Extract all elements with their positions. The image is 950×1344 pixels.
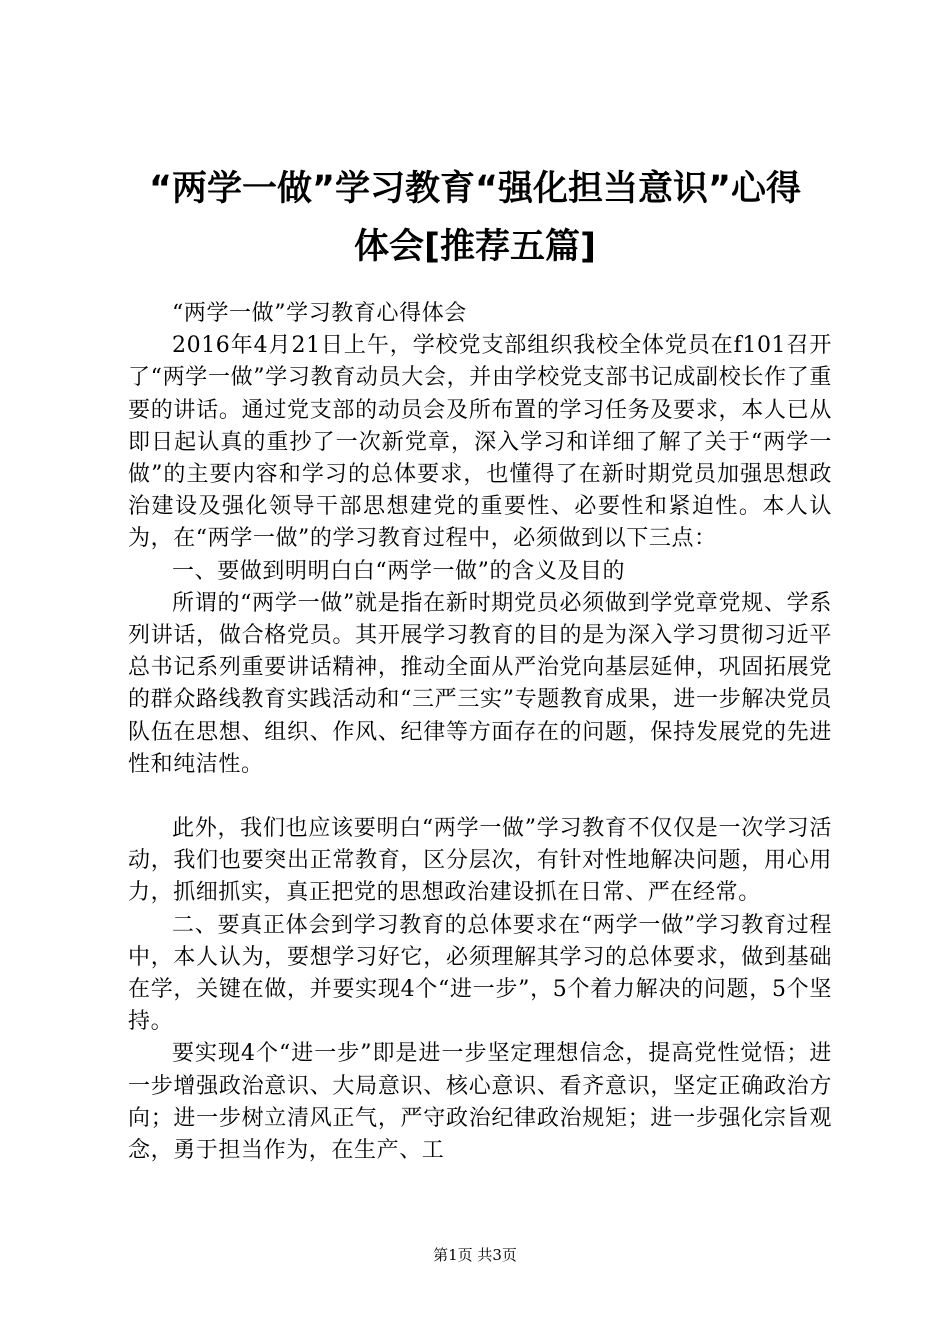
paragraph-2: 所谓的“两学一做”就是指在新时期党员必须做到学党章党规、学系列讲话，做合格党员。其开展学习教育的目的是为深入学习贯彻习近平总书记系列重要讲话精神，推动全面从严治党向基层延伸，巩固拓展党的群众路线教育实践活动和“三严三实”专题教育成果，进一步解决党员队伍在思想、组织、作风、纪律等方面存在的问题，保持发展党的先进性和纯洁性。 <box>128 590 832 777</box>
title-line-2: 体会[推荐五篇] <box>354 227 596 267</box>
document-body <box>128 298 832 1167</box>
paragraph-1: 2016年4月21日上午，学校党支部组织我校全体党员在f101召开了“两学一做”学习教育动员大会，并由学校党支部书记成副校长作了重要的讲话。通过党支部的动员会及所布置的学习任务及要求，本人已从即日起认真的重抄了一次新党章，深入学习和详细了解了关于“两学一做”的主要内容和学习的总体要求，也懂得了在新时期党员加强思想政治建设及强化领导干部思想建党的重要性、必要性和紧迫性。本人认为，在“两学一做”的学习教育过程中，必须做到以下三点： <box>128 333 832 552</box>
paragraph-subtitle: “两学一做”学习教育心得体会 <box>172 301 467 326</box>
page-footer: 第1页 共3页 <box>433 1246 517 1264</box>
document-title <box>110 160 840 276</box>
paragraph-3: 此外，我们也应该要明白“两学一做”学习教育不仅仅是一次学习活动，我们也要突出正常教育，区分层次，有针对性地解决问题，用心用力，抓细抓实，真正把党的思想政治建设抓在日常、严在经常。 <box>128 816 832 906</box>
paragraph-heading-2: 二、要真正体会到学习教育的总体要求在“两学一做”学习教育过程中，本人认为，要想学习好它，必须理解其学习的总体要求，做到基础在学，关键在做，并要实现4个“进一步”，5个着力解决的问题，5个坚持。 <box>128 912 832 1035</box>
paragraph-4: 要实现4个“进一步”即是进一步坚定理想信念，提高党性觉悟；进一步增强政治意识、大局意识、核心意识、看齐意识，坚定正确政治方向；进一步树立清风正气，严守政治纪律政治规矩；进一步强化宗旨观念，勇于担当作为，在生产、工 <box>128 1041 832 1164</box>
title-line-1: “两学一做”学习教育“强化担当意识”心得 <box>148 169 801 209</box>
paragraph-heading-1: 一、要做到明明白白“两学一做”的含义及目的 <box>172 558 626 584</box>
